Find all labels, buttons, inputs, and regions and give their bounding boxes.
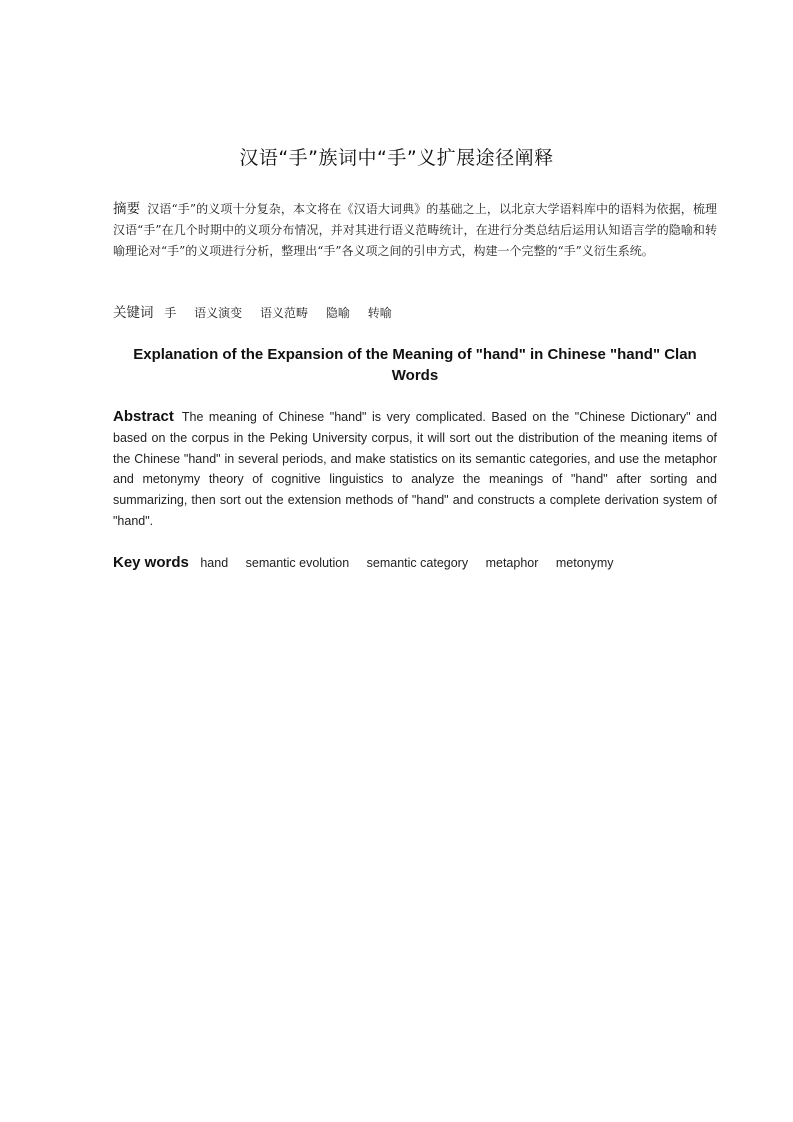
chinese-keyword: 语义范畴	[260, 306, 309, 320]
english-keywords	[113, 552, 717, 574]
chinese-abstract	[113, 199, 717, 262]
chinese-keyword: 手	[164, 306, 177, 320]
english-keyword: metonymy	[555, 556, 614, 570]
chinese-keyword: 语义演变	[194, 306, 243, 320]
english-keyword: metaphor	[485, 556, 539, 570]
english-keyword: hand	[200, 556, 229, 570]
english-keywords-label: Key words	[113, 554, 189, 571]
chinese-keywords-label: 关键词	[113, 305, 154, 321]
chinese-title: 汉语“手”族词中“手”义扩展途径阐释	[239, 147, 554, 169]
chinese-abstract-label: 摘要	[113, 201, 141, 217]
chinese-keyword: 隐喻	[325, 306, 350, 320]
english-title: Explanation of the Expansion of the Meaning of "hand" in Chinese "hand" Clan Words	[133, 346, 697, 384]
chinese-abstract-text: 汉语“手”的义项十分复杂，本文将在《汉语大词典》的基础之上，以北京大学语料库中的语料为依据，梳理汉语“手”在几个时期中的义项分布情况，并对其进行语义范畴统计，在进行分类总结后运用认知语言学的隐喻和转喻理论对“手”的义项进行分析，整理出“手”各义项之间的引申方式，构建一个完整的“手”义衍生系统。	[113, 202, 717, 258]
chinese-keywords	[113, 303, 717, 324]
english-abstract-text: The meaning of Chinese "hand" is very complicated. Based on the "Chinese Dictionary" and based on the corpus in the Peking University corpus, it will sort out the distribution of the meaning items of the Chinese "hand" in several periods, and make statistics on its semantic categories, and use the metaphor and metonymy theory of cognitive linguistics to analyze the meanings of "hand" after sorting and summarizing, then sort out the extension methods of "hand" and constructs a complete derivation system of "hand".	[113, 410, 717, 528]
english-keyword: semantic category	[366, 556, 469, 570]
chinese-keyword: 转喻	[367, 306, 392, 320]
english-abstract-label: Abstract	[113, 408, 174, 425]
english-keyword: semantic evolution	[245, 556, 350, 570]
english-abstract	[113, 407, 717, 532]
